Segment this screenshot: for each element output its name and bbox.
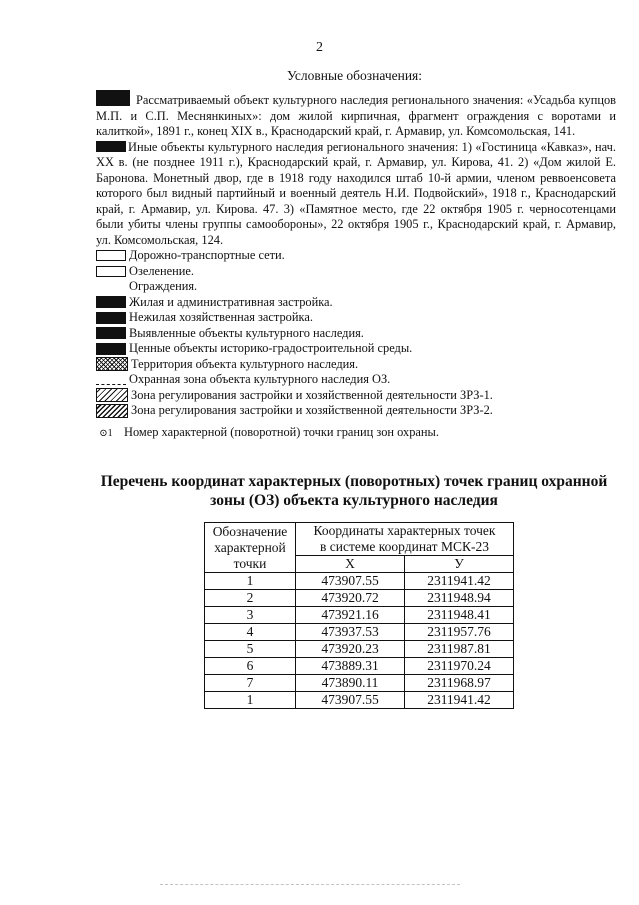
main-object-symbol [96,90,130,106]
y-coordinate-cell: 2311957.76 [405,624,514,641]
point-number-cell: 5 [205,641,296,658]
outline-arrow-symbol [96,266,126,277]
table-row [205,658,514,675]
legend-item-label: Территория объекта культурного наследия. [131,356,359,371]
point-number-cell: 3 [205,607,296,624]
x-coordinate-cell: 473890.11 [296,675,405,692]
dash-symbol [96,374,126,385]
table-row [205,692,514,709]
x-coordinate-cell: 473937.53 [296,624,405,641]
legend-item [96,295,616,311]
hatch2-symbol [96,404,128,418]
point-number-cell: 1 [205,573,296,590]
hatch-symbol [96,388,128,402]
legend-item-label: Номер характерной (поворотной) точки границ зон охраны. [124,424,439,439]
y-coordinate-cell: 2311941.42 [405,692,514,709]
other-objects-symbol [96,141,126,152]
main-object-text: Рассматриваемый объект культурного наследия регионального значения: «Усадьба купцов М.П. и С.П. Меснянкиных»: дом жилой кирпичная, фрагмент ограждения с воротами и калиткой», 1891 г., конец XIX в., Краснодарский край, г. Армавир, ул. Комсомольская, 141. [96,93,616,138]
legend-item-label: Выявленные объекты культурного наследия. [129,325,364,340]
x-coordinate-cell: 473921.16 [296,607,405,624]
legend-item-label: Нежилая хозяйственная застройка. [129,310,313,324]
point-symbol: ⊙1 [99,428,113,440]
table-row [205,675,514,692]
point-number-cell: 1 [205,692,296,709]
header-point [205,523,296,573]
legend [96,90,616,440]
point-number-cell: 2 [205,590,296,607]
table-row [205,590,514,607]
x-coordinate-cell: 473920.23 [296,641,405,658]
header-point-line: точки [233,555,267,571]
solid-symbol [96,327,126,339]
legend-item-label: Охранная зона объекта культурного наследия ОЗ. [129,372,391,386]
legend-item-label: Зона регулирования застройки и хозяйственной деятельности ЗРЗ-2. [131,403,493,417]
header-point-line: Обозначение [212,523,288,539]
legend-item [96,341,616,357]
legend-item-label: Дорожно-транспортные сети. [129,248,285,262]
legend-item [96,264,616,280]
legend-item [96,248,616,264]
table-row [205,641,514,658]
legend-item [96,425,616,441]
x-coordinate-cell: 473920.72 [296,590,405,607]
y-coordinate-cell: 2311970.24 [405,658,514,675]
table-title: Перечень координат характерных (поворотных) точек границ охранной зоны (ОЗ) объекта культурного наследия [100,473,608,509]
header-y: У [405,556,514,573]
legend-item [96,357,616,373]
legend-other-objects [96,140,616,249]
y-coordinate-cell: 2311987.81 [405,641,514,658]
legend-item-label: Зона регулирования застройки и хозяйственной деятельности ЗРЗ-1. [131,387,493,402]
x-coordinate-cell: 473907.55 [296,573,405,590]
header-coords-line: Координаты характерных точек [313,523,496,538]
legend-item-label: Ценные объекты историко-градостроительной среды. [129,341,413,355]
table-row [205,624,514,641]
legend-item [96,326,616,342]
other-objects-text: Иные объекты культурного наследия регионального значения: 1) «Гостиница «Кавказ», нач. XX в. (не позднее 1911 г.), Краснодарский край, г. Армавир, ул. Кирова, 41. 2) «Дом жилой Е. Баронова. Монетный двор, где в 1918 году находился штаб 10-й армии, членом реввоенсовета которого был видный партийный и военный деятель Н.И. Подвойский», 1918 г., Краснодарский край, г. Армавир, ул. Кирова. 47. 3) «Памятное место, где 22 октября 1905 г. черносотенцами были убиты члены группы самообороны», 22 октября 1905 г., Краснодарский край, г. Армавир, ул. Комсомольская, 124. [96,139,616,247]
table-row [205,573,514,590]
y-coordinate-cell: 2311948.41 [405,607,514,624]
y-coordinate-cell: 2311968.97 [405,675,514,692]
legend-item [96,388,616,404]
header-coords [296,523,514,556]
y-coordinate-cell: 2311948.94 [405,590,514,607]
point-number-cell: 4 [205,624,296,641]
legend-item [96,279,616,295]
table-row [205,607,514,624]
legend-main-object [96,90,616,140]
coordinates-table [204,522,514,709]
bottom-scan-line [160,884,460,885]
legend-item [96,310,616,326]
page-number: 2 [316,40,323,55]
legend-item-label: Жилая и административная застройка. [129,294,333,309]
x-coordinate-cell: 473907.55 [296,692,405,709]
empty-symbol [96,281,126,293]
point-number-cell: 6 [205,658,296,675]
y-coordinate-cell: 2311941.42 [405,573,514,590]
legend-item-label: Озеленение. [129,263,195,278]
point-number-cell: 7 [205,675,296,692]
solid-symbol [96,296,126,308]
header-point-line: характерной [214,539,286,555]
legend-item-label: Ограждения. [129,279,198,293]
solid-symbol [96,343,126,355]
coordinates-body [205,573,514,709]
outline-symbol [96,250,126,261]
solid-symbol [96,312,126,324]
cross-symbol [96,357,128,371]
x-coordinate-cell: 473889.31 [296,658,405,675]
header-x: Х [296,556,405,573]
legend-items [96,248,616,440]
legend-title: Условные обозначения: [286,68,423,83]
legend-item [96,372,616,388]
header-coords-line: в системе координат МСК-23 [320,539,489,554]
legend-item [96,403,616,419]
